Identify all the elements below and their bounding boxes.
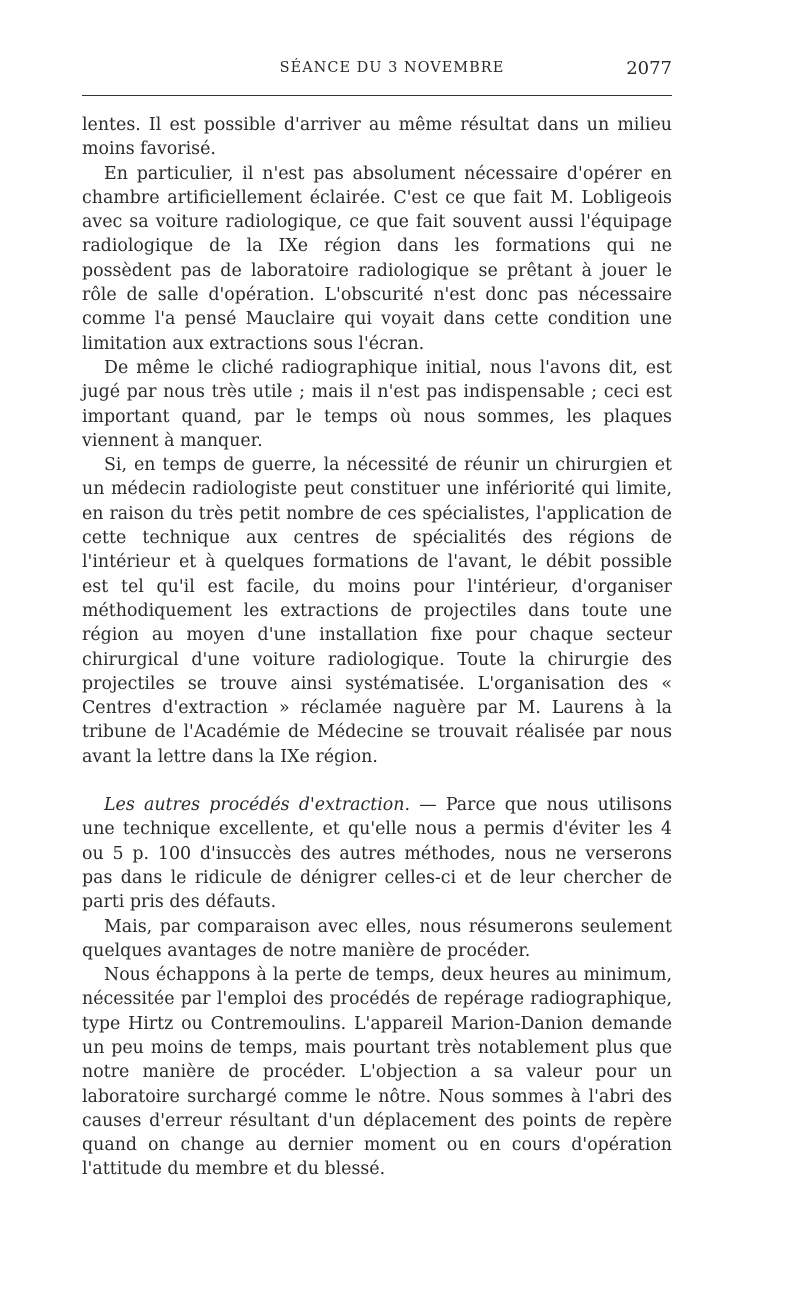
page-number: 2077: [626, 58, 672, 79]
header-rule: [82, 95, 672, 96]
paragraph: Si, en temps de guerre, la nécessité de réunir un chirurgien et un médecin radiologiste peut constituer une infériorité qui limite, en raison du très petit nombre de ces spécialistes, l'application de cette technique aux centres de spécialités des régions de l'intérieur et à quelques formations de l'avant, le débit possible est tel qu'il est facile, du moins pour l'intérieur, d'organiser méthodiquement les extractions de projectiles dans toute une région au moyen d'une installation fixe pour chaque secteur chirurgical d'une voiture radiologique. Toute la chirurgie des projectiles se trouve ainsi systématisée. L'organisation des « Centres d'extraction » réclamée naguère par M. Laurens à la tribune de l'Académie de Médecine se trouvait réalisée par nous avant la lettre dans la IXe région.: [82, 455, 672, 767]
page-header: [82, 58, 672, 88]
paragraph-continuation: lentes. Il est possible d'arriver au même résultat dans un milieu moins favorisé.: [82, 115, 672, 160]
running-title: SÉANCE DU 3 NOVEMBRE: [279, 60, 505, 76]
section-paragraph: [82, 793, 672, 914]
paragraph: En particulier, il n'est pas absolument nécessaire d'opérer en chambre artificiellement éclairée. C'est ce que fait M. Lobligeois avec sa voiture radiologique, ce que fait souvent aussi l'équipage radiologique de la IXe région dans les formations qui ne possèdent pas de laboratoire radiologique se prêtant à jouer le rôle de salle d'opération. L'obscurité n'est donc pas nécessaire comme l'a pensé Mauclaire qui voyait dans cette condition une limitation aux extractions sous l'écran.: [82, 163, 672, 354]
paragraph: Mais, par comparaison avec elles, nous résumerons seulement quelques avantages de notre manière de procéder.: [82, 916, 672, 961]
paragraph: Nous échappons à la perte de temps, deux heures au minimum, nécessitée par l'emploi des procédés de repérage radiographique, type Hirtz ou Contremoulins. L'appareil Marion-Danion demande un peu moins de temps, mais pourtant très notablement plus que notre manière de procéder. L'objection a sa valeur pour un laboratoire surchargé comme le nôtre. Nous sommes à l'abri des causes d'erreur résultant d'un déplacement des points de repère quand on change au dernier moment ou en cours d'opération l'attitude du membre et du blessé.: [82, 965, 672, 1180]
section-text: — Parce que nous utilisons une technique excellente, et qu'elle nous a permis d'éviter les 4 ou 5 p. 100 d'insuccès des autres méthodes, nous ne verserons pas dans le ridicule de dénigrer celles-ci et de leur chercher de parti pris des défauts.: [82, 795, 672, 913]
body-text: [82, 113, 672, 1182]
section-title: Les autres procédés d'extraction.: [104, 795, 411, 816]
paragraph: De même le cliché radiographique initial, nous l'avons dit, est jugé par nous très utile ; mais il n'est pas indispensable ; ceci est important quand, par le temps où nous sommes, les plaques viennent à manquer.: [82, 357, 672, 451]
